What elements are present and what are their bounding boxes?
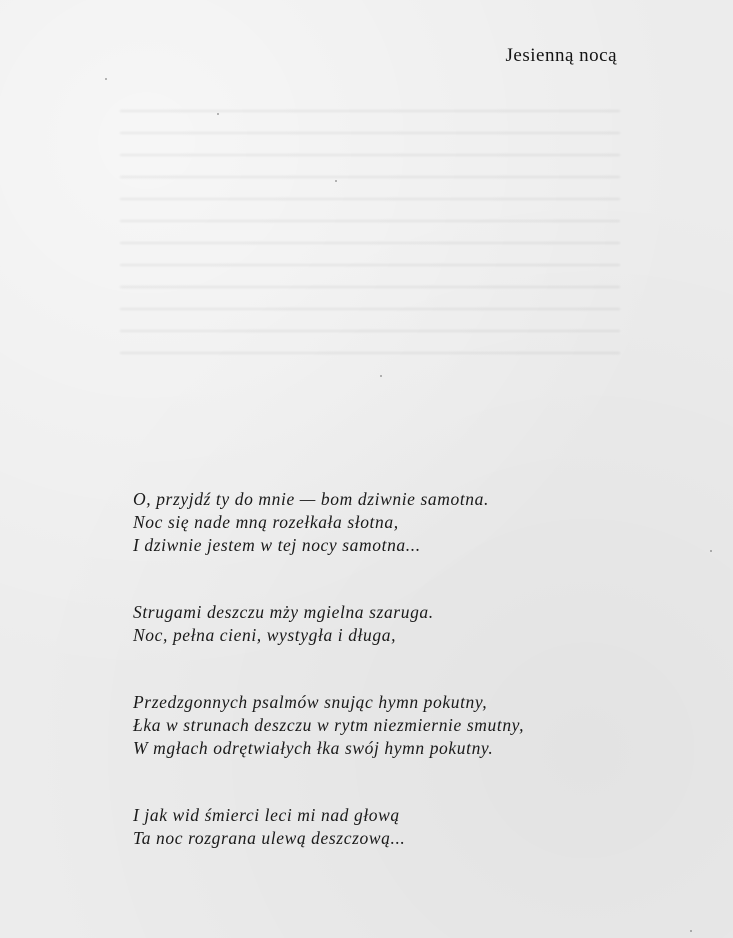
paper-speck — [710, 550, 712, 552]
poem-line: W mgłach odrętwiałych łka swój hymn pokutny. — [133, 738, 494, 758]
stanza-1 — [133, 488, 653, 557]
stanza-3 — [133, 691, 653, 760]
poem-line: Ta noc rozgrana ulewą deszczową... — [133, 828, 406, 848]
paper-speck — [105, 78, 107, 80]
poem-line: I jak wid śmierci leci mi nad głową — [133, 805, 400, 825]
poem-line: O, przyjdź ty do mnie — bom dziwnie samotna. — [133, 489, 489, 509]
poem-line: Przedzgonnych psalmów snując hymn pokutny, — [133, 692, 488, 712]
bleed-through-texture — [120, 90, 620, 360]
paper-speck — [335, 180, 337, 182]
stanza-4 — [133, 804, 653, 850]
paper-speck — [690, 930, 692, 932]
poem-line: Strugami deszczu mży mgielna szaruga. — [133, 602, 434, 622]
poem-line: Łka w strunach deszczu w rytm niezmiernie smutny, — [133, 715, 525, 735]
paper-speck — [217, 113, 219, 115]
poem-line: I dziwnie jestem w tej nocy samotna... — [133, 535, 421, 555]
poem-line: Noc, pełna cieni, wystygła i długa, — [133, 625, 397, 645]
paper-speck — [380, 375, 382, 377]
stanza-2 — [133, 601, 653, 647]
poem-line: Noc się nade mną rozełkała słotna, — [133, 512, 399, 532]
poem-title: Jesienną nocą — [505, 45, 617, 66]
poem-body — [133, 488, 653, 850]
